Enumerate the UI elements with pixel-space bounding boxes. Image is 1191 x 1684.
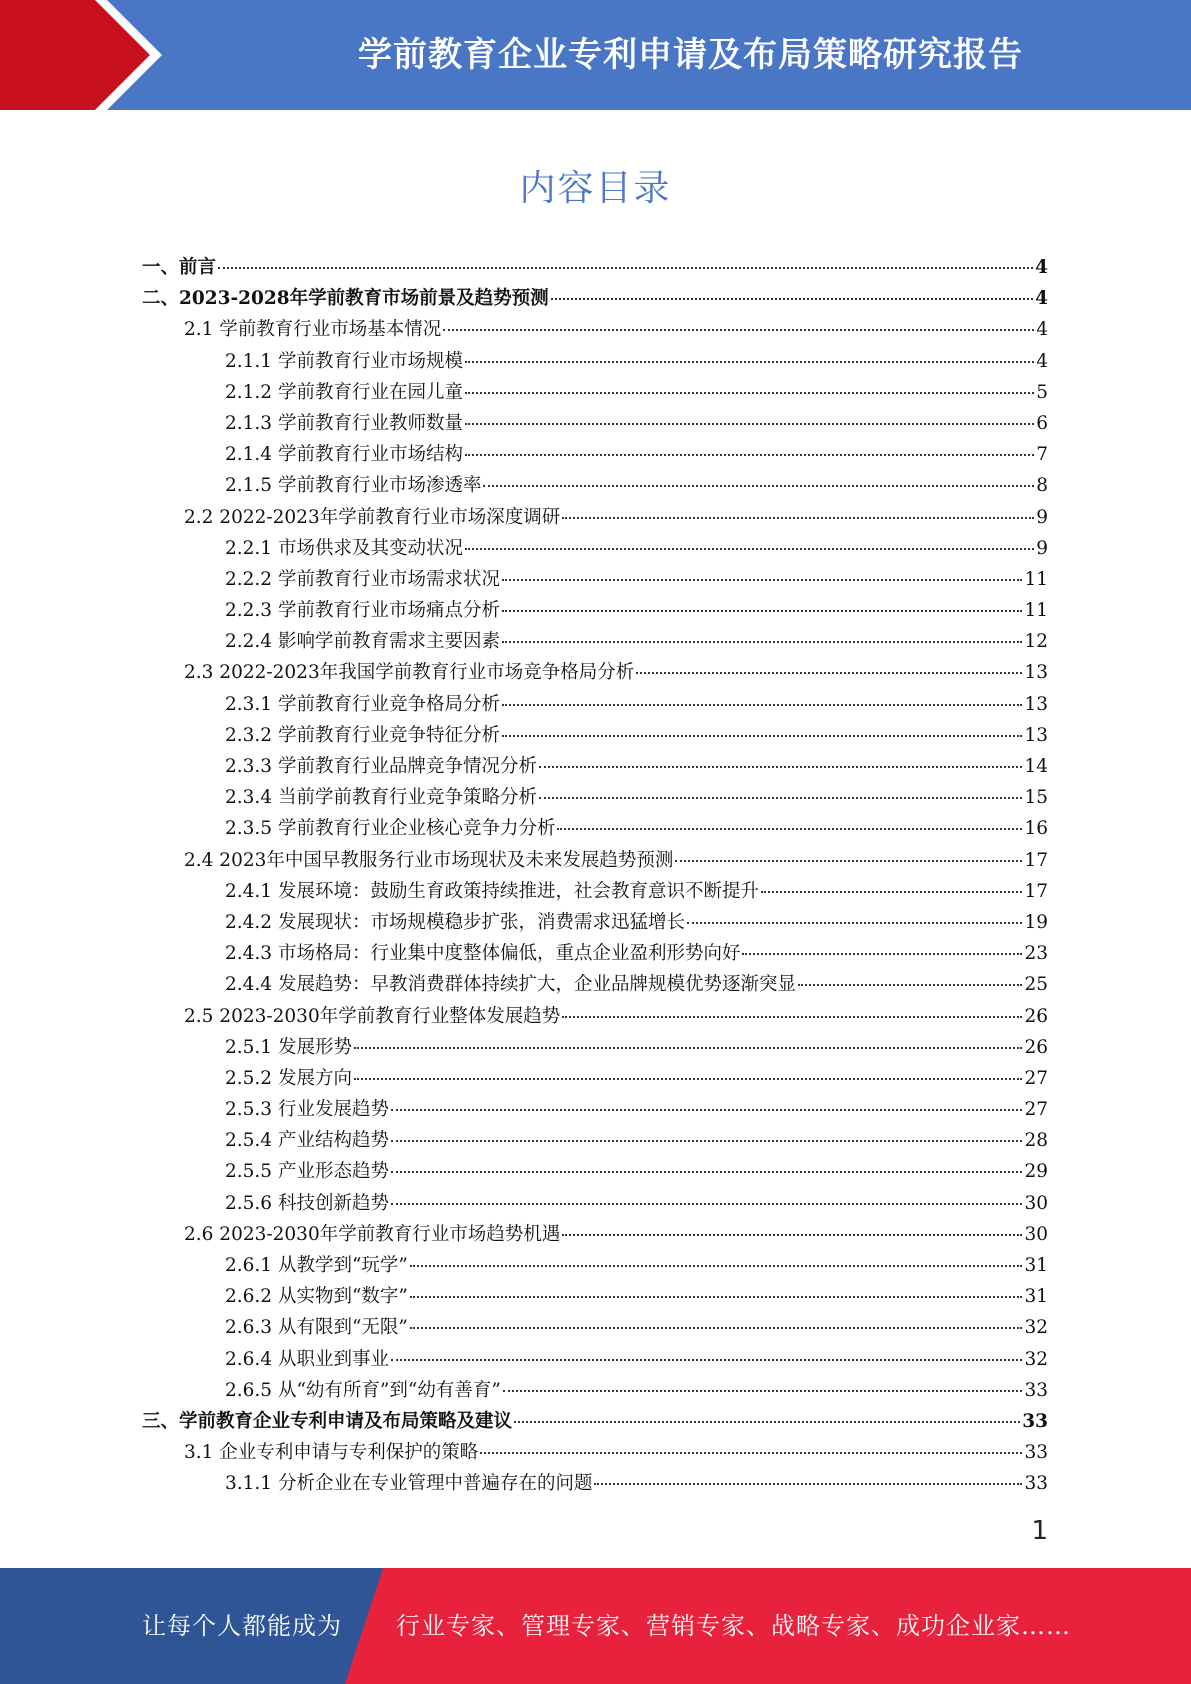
toc-dot-leader	[391, 1171, 1022, 1173]
toc-entry-page: 4	[1035, 257, 1048, 278]
toc-dot-leader	[761, 891, 1022, 893]
toc-dot-leader	[551, 298, 1033, 300]
toc-entry-label: 2.3.5 学前教育行业企业核心竞争力分析	[225, 818, 556, 840]
toc-entry[interactable]	[142, 503, 1048, 534]
toc-dot-leader	[465, 548, 1034, 550]
toc-entry[interactable]	[142, 1189, 1048, 1220]
toc-dot-leader	[502, 579, 1022, 581]
toc-dot-leader	[218, 267, 1033, 269]
toc-entry-label: 2.4.3 市场格局：行业集中度整体偏低，重点企业盈利形势向好	[225, 943, 741, 965]
toc-entry-page: 31	[1024, 1286, 1048, 1308]
toc-entry-page: 26	[1024, 1036, 1048, 1058]
toc-entry[interactable]	[142, 690, 1048, 721]
toc-entry[interactable]	[142, 1345, 1048, 1376]
toc-entry-label: 2.1.2 学前教育行业在园儿童	[225, 381, 463, 403]
toc-entry[interactable]	[142, 846, 1048, 877]
toc-entry-page: 15	[1024, 787, 1048, 809]
toc-dot-leader	[502, 704, 1022, 706]
toc-entry-page: 13	[1024, 693, 1048, 715]
toc-entry[interactable]	[142, 1407, 1048, 1438]
toc-entry-label: 2.5.3 行业发展趋势	[225, 1099, 389, 1121]
toc-entry-label: 二、2023-2028年学前教育市场前景及趋势预测	[142, 288, 549, 310]
toc-entry-label: 2.2.4 影响学前教育需求主要因素	[225, 631, 500, 653]
toc-entry[interactable]	[142, 1157, 1048, 1188]
toc-entry-label: 2.5.6 科技创新趋势	[225, 1192, 389, 1214]
toc-entry-page: 13	[1024, 662, 1048, 684]
toc-entry-label: 3.1 企业专利申请与专利保护的策略	[184, 1442, 479, 1464]
toc-dot-leader	[594, 1483, 1022, 1485]
toc-dot-leader	[465, 361, 1034, 363]
toc-entry[interactable]	[142, 1469, 1048, 1500]
toc-entry-label: 2.6.1 从教学到“玩学”	[225, 1255, 408, 1276]
toc-entry-page: 33	[1022, 1410, 1048, 1432]
toc-entry[interactable]	[142, 1002, 1048, 1033]
toc-dot-leader	[539, 766, 1022, 768]
toc-dot-leader	[465, 454, 1034, 456]
toc-entry-page: 16	[1024, 818, 1048, 840]
toc-entry-page: 30	[1024, 1192, 1048, 1214]
toc-entry-page: 4	[1036, 350, 1048, 372]
toc-dot-leader	[465, 392, 1034, 394]
toc-entry-label: 2.4.2 发展现状：市场规模稳步扩张，消费需求迅猛增长	[225, 911, 685, 933]
toc-entry[interactable]	[142, 347, 1048, 378]
toc-entry-page: 12	[1024, 631, 1048, 653]
toc-dot-leader	[391, 1203, 1022, 1205]
toc-dot-leader	[391, 1140, 1022, 1142]
toc-entry-label: 2.6.4 从职业到事业	[225, 1348, 389, 1370]
toc-entry-label: 2.3 2022-2023年我国学前教育行业市场竞争格局分析	[184, 662, 635, 684]
toc-entry-label: 2.2.3 学前教育行业市场痛点分析	[225, 600, 500, 622]
toc-dot-leader	[410, 1296, 1023, 1298]
toc-entry-label: 2.6.5 从“幼有所育”到“幼有善育”	[225, 1379, 501, 1401]
toc-entry[interactable]	[142, 565, 1048, 596]
toc-entry[interactable]	[142, 284, 1048, 315]
toc-entry[interactable]	[142, 315, 1048, 346]
toc-entry-page: 27	[1024, 1067, 1048, 1089]
toc-entry-label: 2.3.1 学前教育行业竞争格局分析	[225, 693, 500, 715]
toc-entry-page: 17	[1024, 880, 1048, 902]
toc-heading: 内容目录	[519, 168, 672, 209]
toc-entry[interactable]	[142, 534, 1048, 565]
toc-entry[interactable]	[142, 440, 1048, 471]
toc-entry-page: 4	[1036, 319, 1048, 341]
toc-entry-label: 2.3.4 当前学前教育行业竞争策略分析	[225, 787, 537, 809]
toc-entry-page: 28	[1024, 1130, 1048, 1152]
toc-entry-page: 9	[1036, 537, 1048, 559]
toc-dot-leader	[798, 984, 1022, 986]
toc-entry-page: 8	[1036, 475, 1048, 497]
toc-entry-page: 23	[1024, 943, 1048, 965]
toc-entry[interactable]	[142, 1438, 1048, 1469]
toc-entry[interactable]	[142, 471, 1048, 502]
toc-entry-page: 31	[1024, 1255, 1048, 1276]
toc-entry-label: 2.1.5 学前教育行业市场渗透率	[225, 475, 482, 497]
toc-entry-label: 2.4.4 发展趋势：早教消费群体持续扩大，企业品牌规模优势逐渐突显	[225, 974, 796, 996]
toc-entry[interactable]	[142, 908, 1048, 939]
toc-dot-leader	[502, 641, 1022, 643]
toc-dot-leader	[502, 610, 1022, 612]
toc-entry[interactable]	[142, 409, 1048, 440]
toc-entry-label: 2.6.2 从实物到“数字”	[225, 1286, 408, 1308]
toc-entry-page: 32	[1024, 1348, 1048, 1370]
toc-entry-page: 17	[1024, 849, 1048, 871]
toc-entry[interactable]	[142, 1126, 1048, 1157]
toc-entry[interactable]	[142, 596, 1048, 627]
toc-entry[interactable]	[142, 1376, 1048, 1407]
toc-entry[interactable]	[142, 1033, 1048, 1064]
toc-entry-page: 30	[1024, 1223, 1048, 1245]
toc-entry-label: 2.5.5 产业形态趋势	[225, 1161, 389, 1183]
toc-dot-leader	[539, 797, 1022, 799]
toc-entry-label: 2.2 2022-2023年学前教育行业市场深度调研	[184, 506, 561, 528]
toc-dot-leader	[502, 735, 1022, 737]
toc-dot-leader	[687, 922, 1022, 924]
toc-dot-leader	[503, 1390, 1023, 1392]
toc-dot-leader	[465, 423, 1034, 425]
toc-entry[interactable]	[142, 658, 1048, 689]
toc-entry-label: 2.1 学前教育行业市场基本情况	[184, 319, 442, 341]
toc-entry-label: 2.6.3 从有限到“无限”	[225, 1317, 408, 1339]
footer-slogan-right: 行业专家、管理专家、营销专家、战略专家、成功企业家……	[396, 1612, 1071, 1640]
toc-entry-page: 7	[1036, 444, 1048, 466]
toc-entry-page: 33	[1024, 1473, 1048, 1495]
toc-dot-leader	[514, 1421, 1020, 1423]
toc-entry-page: 11	[1024, 600, 1048, 622]
toc-entry[interactable]	[142, 877, 1048, 908]
toc-entry[interactable]	[142, 627, 1048, 658]
toc-entry-label: 3.1.1 分析企业在专业管理中普遍存在的问题	[225, 1473, 593, 1495]
toc-entry-label: 一、前言	[142, 257, 217, 278]
toc-entry[interactable]	[142, 939, 1048, 970]
toc-dot-leader	[410, 1327, 1023, 1329]
toc-entry[interactable]	[142, 721, 1048, 752]
toc-entry-page: 32	[1024, 1317, 1048, 1339]
toc-entry[interactable]	[142, 378, 1048, 409]
toc-entry-label: 2.5.1 发展形势	[225, 1036, 352, 1058]
toc-entry[interactable]	[142, 1282, 1048, 1313]
toc-entry[interactable]	[142, 752, 1048, 783]
toc-entry-label: 2.4.1 发展环境：鼓励生育政策持续推进，社会教育意识不断提升	[225, 880, 759, 902]
toc-dot-leader	[480, 1452, 1022, 1454]
toc-entry-page: 26	[1024, 1005, 1048, 1027]
toc-entry-page: 33	[1024, 1442, 1048, 1464]
toc-entry-page: 4	[1035, 288, 1048, 310]
toc-entry-page: 11	[1024, 568, 1048, 590]
page-number: 1	[1031, 1516, 1048, 1546]
toc-entry[interactable]	[142, 1095, 1048, 1126]
toc-dot-leader	[742, 953, 1022, 955]
toc-entry-label: 2.4 2023年中国早教服务行业市场现状及未来发展趋势预测	[184, 849, 674, 871]
toc-entry-page: 33	[1024, 1379, 1048, 1401]
toc-dot-leader	[443, 329, 1034, 331]
toc-entry[interactable]	[142, 253, 1048, 284]
toc-entry-page: 29	[1024, 1161, 1048, 1183]
toc-entry-label: 2.1.3 学前教育行业教师数量	[225, 412, 463, 434]
report-title: 学前教育企业专利申请及布局策略研究报告	[358, 35, 1023, 75]
toc-entry[interactable]	[142, 1220, 1048, 1251]
toc-entry[interactable]	[142, 970, 1048, 1001]
toc-entry-page: 14	[1024, 756, 1048, 777]
toc-dot-leader	[562, 1016, 1022, 1018]
toc-entry-label: 2.3.2 学前教育行业竞争特征分析	[225, 724, 500, 746]
toc-entry-label: 2.5.4 产业结构趋势	[225, 1130, 389, 1152]
toc-entry-page: 9	[1036, 506, 1048, 528]
toc-dot-leader	[354, 1047, 1023, 1049]
toc-entry-label: 2.1.4 学前教育行业市场结构	[225, 444, 463, 466]
toc-entry[interactable]	[142, 1064, 1048, 1095]
toc-dot-leader	[562, 517, 1034, 519]
toc-entry-label: 2.5.2 发展方向	[225, 1067, 352, 1089]
toc-entry-page: 27	[1024, 1099, 1048, 1121]
toc-entry-label: 2.1.1 学前教育行业市场规模	[225, 350, 463, 372]
toc-entry-page: 5	[1036, 381, 1048, 403]
toc-dot-leader	[557, 828, 1022, 830]
toc-dot-leader	[391, 1359, 1022, 1361]
toc-entry[interactable]	[142, 814, 1048, 845]
toc-dot-leader	[562, 1234, 1022, 1236]
toc-entry-label: 2.3.3 学前教育行业品牌竞争情况分析	[225, 756, 537, 777]
toc-dot-leader	[354, 1078, 1023, 1080]
footer-banner	[0, 1568, 1191, 1684]
toc-entry-page: 19	[1024, 911, 1048, 933]
toc-entry[interactable]	[142, 1251, 1048, 1282]
toc-entry-label: 2.5 2023-2030年学前教育行业整体发展趋势	[184, 1005, 561, 1027]
toc-entry-page: 13	[1024, 724, 1048, 746]
toc-entry[interactable]	[142, 783, 1048, 814]
toc-dot-leader	[483, 485, 1034, 487]
toc-entry-label: 三、学前教育企业专利申请及布局策略及建议	[142, 1410, 513, 1432]
toc-entry-label: 2.2.2 学前教育行业市场需求状况	[225, 568, 500, 590]
toc-entry-label: 2.6 2023-2030年学前教育行业市场趋势机遇	[184, 1223, 561, 1245]
toc-dot-leader	[410, 1265, 1023, 1267]
toc-dot-leader	[636, 672, 1022, 674]
toc-dot-leader	[391, 1109, 1022, 1111]
header-banner	[0, 0, 1191, 110]
toc-entry-page: 25	[1024, 974, 1048, 996]
footer-slogan-left: 让每个人都能成为	[142, 1612, 342, 1640]
toc-entry-page: 6	[1036, 412, 1048, 434]
table-of-contents	[142, 253, 1048, 1501]
toc-entry-label: 2.2.1 市场供求及其变动状况	[225, 537, 463, 559]
toc-dot-leader	[675, 860, 1022, 862]
toc-entry[interactable]	[142, 1313, 1048, 1344]
